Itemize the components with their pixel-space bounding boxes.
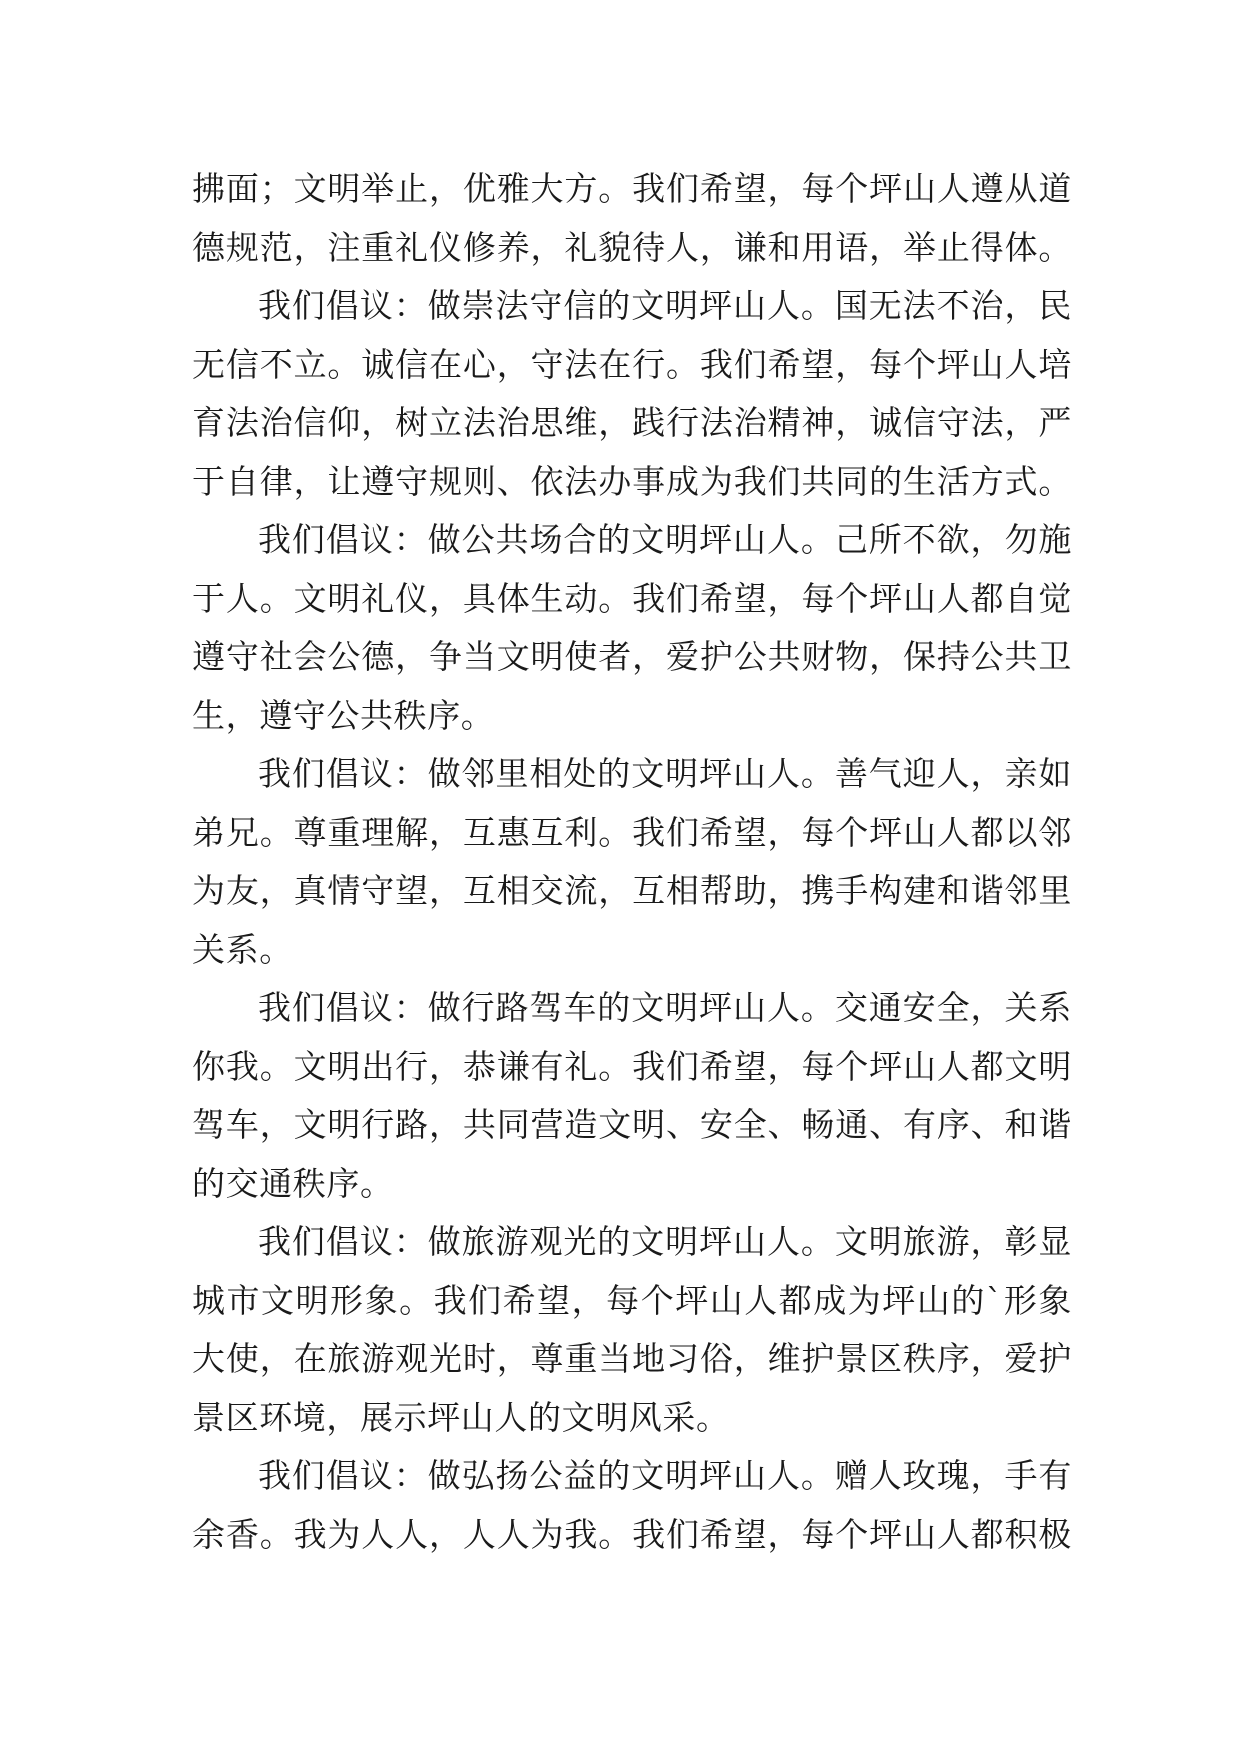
body-text (192, 160, 1072, 1564)
text-line: 关系。 (192, 929, 293, 969)
text-line: 我们倡议：做行路驾车的文明坪山人。交通安全，关系 (258, 988, 1072, 1027)
text-line: 为友，真情守望，互相交流，互相帮助，携手构建和谐邻里 (192, 871, 1072, 910)
text-line: 景区环境，展示坪山人的文明风采。 (192, 1397, 730, 1437)
text-line: 我们倡议：做旅游观光的文明坪山人。文明旅游，彰显 (258, 1222, 1072, 1261)
text-line: 遵守社会公德，争当文明使者，爱护公共财物，保持公共卫 (192, 637, 1072, 676)
text-line: 我们倡议：做邻里相处的文明坪山人。善气迎人，亲如 (258, 754, 1072, 793)
text-line: 于自律，让遵守规则、依法办事成为我们共同的生活方式。 (192, 461, 1072, 501)
text-line: 大使，在旅游观光时，尊重当地习俗，维护景区秩序，爱护 (192, 1339, 1072, 1378)
text-line: 城市文明形象。我们希望，每个坪山人都成为坪山的`形象 (192, 1280, 1072, 1320)
text-line: 育法治信仰，树立法治思维，践行法治精神，诚信守法，严 (192, 403, 1072, 442)
text-line: 驾车，文明行路，共同营造文明、安全、畅通、有序、和谐 (192, 1105, 1072, 1144)
text-line: 我们倡议：做公共场合的文明坪山人。己所不欲，勿施 (258, 520, 1072, 559)
text-line: 生，遵守公共秩序。 (192, 695, 495, 735)
text-line: 无信不立。诚信在心，守法在行。我们希望，每个坪山人培 (192, 344, 1072, 384)
text-line: 德规范，注重礼仪修养，礼貌待人，谦和用语，举止得体。 (192, 227, 1072, 267)
text-line: 你我。文明出行，恭谦有礼。我们希望，每个坪山人都文明 (192, 1046, 1072, 1086)
text-line: 弟兄。尊重理解，互惠互利。我们希望，每个坪山人都以邻 (192, 812, 1072, 852)
text-line: 的交通秩序。 (192, 1163, 394, 1203)
text-line: 余香。我为人人，人人为我。我们希望，每个坪山人都积极 (192, 1514, 1072, 1554)
text-line: 拂面；文明举止，优雅大方。我们希望，每个坪山人遵从道 (192, 169, 1072, 208)
text-line: 我们倡议：做崇法守信的文明坪山人。国无法不治，民 (258, 286, 1072, 325)
text-line: 于人。文明礼仪，具体生动。我们希望，每个坪山人都自觉 (192, 578, 1072, 618)
text-line: 我们倡议：做弘扬公益的文明坪山人。赠人玫瑰，手有 (258, 1456, 1072, 1495)
